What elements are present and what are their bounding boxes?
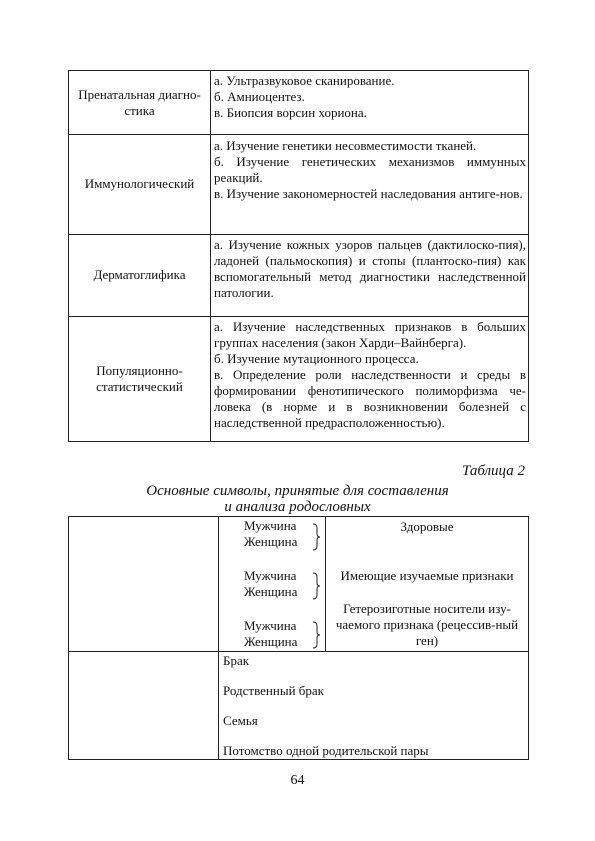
status-affected: Имеющие изучаемые признаки xyxy=(340,568,514,583)
list-item: в. Биопсия ворсин хориона. xyxy=(214,105,367,120)
list-item: в. Определение роли наследственности и среды в формировании фенотипического полиморфизма че-ловека (в норме и в возникновении болезней с наследственной предрасположенностью). xyxy=(214,367,526,430)
method-immunological-description xyxy=(214,138,526,202)
list-item: б. Амниоцентез. xyxy=(214,89,305,104)
status-carrier: Гетерозиготные носители изу-чаемого признака (рецессив-ный ген) xyxy=(335,601,519,648)
list-item: б. Изучение генетических механизмов иммунных реакций. xyxy=(214,154,526,185)
brace-icon xyxy=(313,572,320,600)
table-title-line: и анализа родословных xyxy=(224,499,371,515)
method-population-statistical-description xyxy=(214,319,526,431)
relation-family: Семья xyxy=(223,713,258,728)
relation-offspring: Потомство одной родительской пары xyxy=(223,743,429,758)
method-prenatal-description xyxy=(214,73,526,121)
list-item: а. Изучение наследственных признаков в больших группах населения (закон Харди–Вайнберга). xyxy=(214,319,526,350)
female-label: Женщина xyxy=(244,534,298,549)
status-healthy: Здоровые xyxy=(400,519,454,534)
table-title xyxy=(70,483,525,515)
list-item: б. Изучение мутационного процесса. xyxy=(214,351,419,366)
list-item: а. Ультразвуковое сканирование. xyxy=(214,73,395,88)
row-divider xyxy=(69,651,528,652)
column-divider xyxy=(218,517,219,759)
methods-table xyxy=(68,70,529,442)
male-label: Мужчина xyxy=(244,568,297,583)
table-title-line: Основные символы, принятые для составления xyxy=(146,483,449,499)
column-divider xyxy=(325,517,326,651)
method-immunological: Иммунологический xyxy=(84,176,195,191)
list-item: а. Изучение кожных узоров пальцев (дактилоско-пия), ладоней (пальмоскопия) и стопы (плантоско-пия) как вспомогательный метод диагностики наследственной патологии. xyxy=(214,237,526,300)
method-dermatoglyphics: Дерматоглифика xyxy=(93,267,186,282)
method-dermatoglyphics-description xyxy=(214,237,526,301)
brace-icon xyxy=(313,523,320,551)
list-item: в. Изучение закономерностей наследования антиге-нов. xyxy=(214,186,523,201)
female-label: Женщина xyxy=(244,634,298,649)
relation-consanguineous-marriage: Родственный брак xyxy=(223,683,324,698)
female-label: Женщина xyxy=(244,584,298,599)
page-number: 64 xyxy=(290,773,305,788)
pedigree-symbols-table xyxy=(68,516,529,760)
male-label: Мужчина xyxy=(244,518,297,533)
method-population-statistical: Популяционно-статистический xyxy=(96,363,183,394)
table-number: Таблица 2 xyxy=(462,463,525,479)
list-item: а. Изучение генетики несовместимости тканей. xyxy=(214,138,477,153)
column-divider xyxy=(210,71,211,441)
brace-icon xyxy=(313,621,320,649)
male-label: Мужчина xyxy=(244,618,297,633)
relation-marriage: Брак xyxy=(223,653,250,668)
method-prenatal: Пренатальная диагно-стика xyxy=(78,86,201,118)
